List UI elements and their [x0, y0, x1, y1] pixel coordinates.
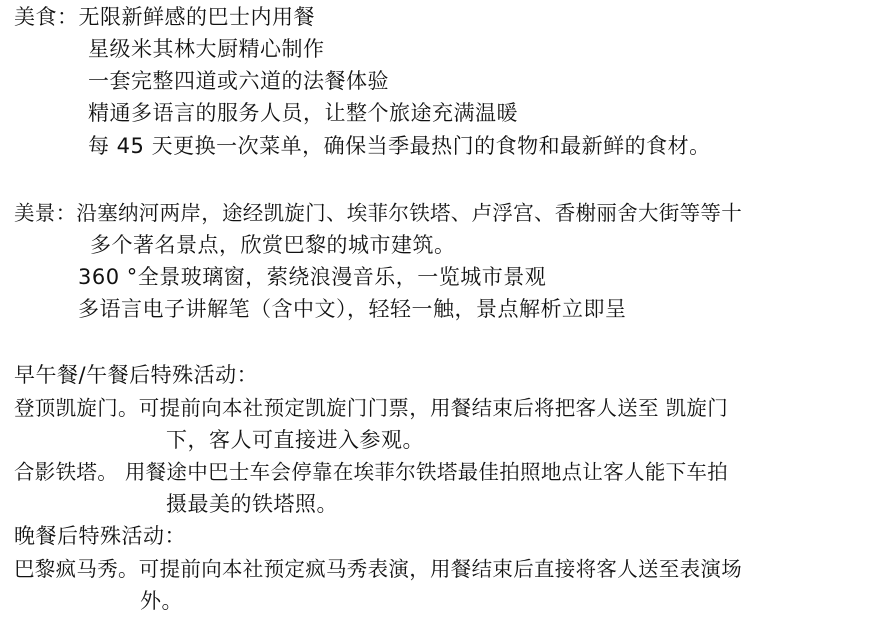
arc-activity-line-2: 下，客人可直接进入参观。 [166, 428, 424, 452]
scenery-line-3: 360 °全景玻璃窗，萦绕浪漫音乐，一览城市景观 [78, 265, 547, 289]
show-activity-line-2: 外。 [140, 589, 183, 613]
scenery-line-2: 多个著名景点，欣赏巴黎的城市建筑。 [90, 233, 456, 257]
cuisine-line-2: 星级米其林大厨精心制作 [88, 37, 325, 61]
dinner-activities-title: 晚餐后特殊活动： [14, 524, 186, 548]
cuisine-line-1: 美食：无限新鲜感的巴士内用餐 [14, 5, 315, 29]
scenery-line-1: 美景：沿塞纳河两岸，途经凯旋门、埃菲尔铁塔、卢浮宫、香榭丽舍大街等等十 [14, 201, 742, 225]
cuisine-line-3: 一套完整四道或六道的法餐体验 [88, 69, 389, 93]
scenery-line-4: 多语言电子讲解笔（含中文），轻轻一触，景点解析立即呈 [78, 297, 627, 321]
arc-activity-line-1: 登顶凯旋门。可提前向本社预定凯旋门门票，用餐结束后将把客人送至 凯旋门 [14, 396, 729, 420]
lunch-activities-title: 早午餐/午餐后特殊活动： [14, 363, 259, 387]
tower-activity-line-1: 合影铁塔。 用餐途中巴士车会停靠在埃菲尔铁塔最佳拍照地点让客人能下车拍 [14, 460, 729, 484]
show-activity-line-1: 巴黎疯马秀。可提前向本社预定疯马秀表演，用餐结束后直接将客人送至表演场 [14, 557, 742, 581]
cuisine-line-4: 精通多语言的服务人员，让整个旅途充满温暖 [88, 101, 518, 125]
tower-activity-line-2: 摄最美的铁塔照。 [166, 492, 338, 516]
cuisine-line-5: 每 45 天更换一次菜单，确保当季最热门的食物和最新鲜的食材。 [88, 134, 711, 158]
